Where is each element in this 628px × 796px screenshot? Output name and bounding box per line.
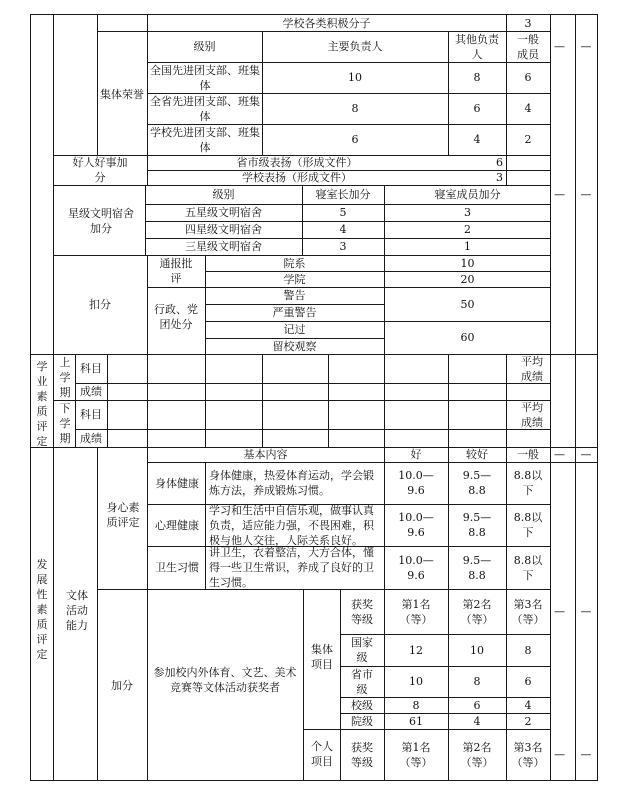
dash-mark: — xyxy=(554,188,565,201)
bonus-description: 参加校内外体育、文艺、美术竞赛等文体活动获奖者 xyxy=(153,666,297,694)
notice-row-value: 10 xyxy=(460,256,475,270)
mental-physical-label: 身心素质评定 xyxy=(106,501,140,529)
collective-row-value: 10 xyxy=(348,71,362,84)
dorm-row-value: 4 xyxy=(339,223,347,236)
subject-label: 科目 xyxy=(80,362,102,375)
average-label: 平均成绩 xyxy=(521,400,543,429)
dash-mark: — xyxy=(554,448,565,461)
col-header-main-leader: 主要负责人 xyxy=(327,40,383,53)
col-header-level: 级别 xyxy=(193,40,216,53)
award-level-header: 获奖等级 xyxy=(351,740,373,769)
group-row-value: 8 xyxy=(412,698,420,712)
col-line xyxy=(340,589,341,781)
score-label: 成绩 xyxy=(80,431,102,445)
dash-mark: — xyxy=(580,40,592,53)
good-header: 好 xyxy=(410,448,422,461)
collective-row-value: 4 xyxy=(473,133,481,146)
item-avg-range: 8.8以下 xyxy=(513,553,543,582)
admin-penalty-row: 留校观察 xyxy=(272,339,317,353)
development-section-label: 发展性素质评定 xyxy=(36,558,48,661)
collective-row-name: 全国先进团支部、班集体 xyxy=(150,63,260,92)
notice-row-name: 院系 xyxy=(283,256,306,270)
col-line xyxy=(205,462,206,589)
dorm-header-level: 级别 xyxy=(212,188,235,201)
group-row-value: 61 xyxy=(409,714,423,728)
good-deeds-label: 好人好事加分 xyxy=(72,156,128,184)
col-header-other-leader: 其他负责人 xyxy=(455,32,499,61)
place-1-header: 第1名（等） xyxy=(399,740,433,769)
row-line xyxy=(75,429,551,430)
dash-mark: — xyxy=(580,448,592,461)
term-2-label: 下学期 xyxy=(59,401,71,445)
collective-row-name: 全省先进团支部、班集体 xyxy=(150,94,260,123)
group-row-value: 4 xyxy=(524,698,532,712)
col-line xyxy=(53,14,54,781)
activist-label: 学校各类积极分子 xyxy=(282,16,371,30)
notice-row-name: 学院 xyxy=(283,272,306,286)
dorm-row-value: 2 xyxy=(464,223,471,236)
admin-penalty-value: 50 xyxy=(460,297,475,311)
activist-value: 3 xyxy=(524,16,532,30)
row-line xyxy=(75,383,551,384)
dorm-row-value: 5 xyxy=(339,206,347,219)
item-good-range: 10.0—9.6 xyxy=(398,553,434,582)
item-name: 身体健康 xyxy=(155,476,199,490)
group-row-value: 2 xyxy=(524,714,532,728)
group-row-name: 国家级 xyxy=(351,636,373,664)
admin-penalty-label: 行政、党团处分 xyxy=(154,303,198,331)
subject-label: 科目 xyxy=(80,408,102,421)
notice-row-value: 20 xyxy=(460,272,475,286)
admin-penalty-value: 60 xyxy=(460,331,475,344)
dash-mark: — xyxy=(554,748,565,761)
dorm-row-name: 三星级文明宿舍 xyxy=(185,240,262,253)
group-row-value: 4 xyxy=(473,714,481,728)
group-project-label: 集体项目 xyxy=(311,643,333,671)
collective-row-value: 6 xyxy=(473,102,481,115)
collective-row-value: 6 xyxy=(351,133,359,146)
item-avg-range: 8.8以下 xyxy=(513,511,543,539)
item-name: 心理健康 xyxy=(155,518,199,532)
dash-mark: — xyxy=(554,605,565,618)
fairly-good-header: 较好 xyxy=(466,448,488,461)
dorm-row-name: 四星级文明宿舍 xyxy=(185,223,262,236)
place-2-header: 第2名（等） xyxy=(460,740,494,769)
section-divider xyxy=(30,354,598,355)
collective-row-name: 学校先进团支部、班集体 xyxy=(150,125,260,154)
sports-art-ability-label: 文体活动能力 xyxy=(66,588,88,632)
dorm-row-value: 3 xyxy=(464,206,471,219)
group-row-value: 6 xyxy=(473,698,481,712)
item-description: 身体健康，热爱体育运动，学会锻炼方法，养成锻炼习惯。 xyxy=(209,469,374,497)
border-left xyxy=(30,14,31,781)
collective-row-value: 8 xyxy=(351,102,359,115)
dorm-row-name: 五星级文明宿舍 xyxy=(185,206,262,219)
group-row-name: 校级 xyxy=(351,698,373,712)
dash-mark: — xyxy=(580,605,592,618)
row-line xyxy=(53,400,551,401)
deduction-label: 扣分 xyxy=(89,298,111,311)
item-description: 学习和生活中自信乐观，做事认真负责，适应能力强，不畏困难，积极与他人交往，人际关系良好。 xyxy=(209,503,374,547)
dorm-header-leader: 寝室长加分 xyxy=(315,188,371,201)
group-row-value: 10 xyxy=(470,643,484,657)
good-deeds-row-value: 6 xyxy=(496,156,503,169)
group-row-value: 6 xyxy=(524,675,532,688)
admin-penalty-row: 警告 xyxy=(283,289,306,302)
border-right xyxy=(597,14,598,781)
col-line xyxy=(97,14,98,155)
dorm-row-value: 1 xyxy=(464,240,471,253)
term-1-label: 上学期 xyxy=(59,355,71,399)
dash-mark: — xyxy=(580,188,592,201)
item-avg-range: 8.8以下 xyxy=(513,469,543,497)
group-row-value: 8 xyxy=(473,675,481,688)
notice-criticism-label: 通报批评 xyxy=(159,257,193,285)
dash-mark: — xyxy=(554,40,565,53)
item-name: 卫生习惯 xyxy=(155,561,199,574)
dash-mark: — xyxy=(580,748,592,761)
group-row-value: 10 xyxy=(409,675,423,688)
item-description: 讲卫生，衣着整洁，大方合体，懂得一些卫生常识，养成了良好的卫生习惯。 xyxy=(209,546,374,589)
item-fair-range: 9.5—8.8 xyxy=(462,553,492,582)
group-row-value: 12 xyxy=(409,643,423,657)
academic-section-label: 学业素质评定 xyxy=(36,360,48,448)
group-row-value: 8 xyxy=(524,643,532,657)
col-line xyxy=(384,447,385,589)
col-line xyxy=(147,447,148,589)
col-line xyxy=(448,447,449,781)
dorm-row-value: 3 xyxy=(339,240,347,253)
item-good-range: 10.0—9.6 xyxy=(398,469,434,497)
average-label: 平均成绩 xyxy=(521,354,543,383)
collective-row-value: 2 xyxy=(524,133,532,146)
collective-row-value: 6 xyxy=(524,71,532,84)
collective-row-value: 8 xyxy=(473,71,481,84)
good-deeds-row-value: 3 xyxy=(496,171,503,184)
good-deeds-row-name: 学校表扬（形成文件） xyxy=(242,171,352,184)
admin-penalty-row: 记过 xyxy=(283,323,306,336)
item-good-range: 10.0—9.6 xyxy=(398,511,434,539)
col-header-member: 一般成员 xyxy=(517,32,539,61)
place-3-header: 第3名（等） xyxy=(511,740,545,769)
place-3-header: 第3名（等） xyxy=(511,597,545,626)
item-fair-range: 9.5—8.8 xyxy=(462,511,492,539)
admin-penalty-row: 严重警告 xyxy=(272,306,317,319)
col-line xyxy=(303,589,304,781)
bonus-label: 加分 xyxy=(111,678,133,692)
good-deeds-row-name: 省市级表扬（形成文件） xyxy=(236,156,358,169)
group-row-name: 院级 xyxy=(351,714,373,728)
personal-project-label: 个人项目 xyxy=(311,740,333,768)
place-1-header: 第1名（等） xyxy=(399,597,433,626)
collective-honor-label: 集体荣誉 xyxy=(100,87,144,101)
collective-row-value: 4 xyxy=(524,102,532,115)
award-level-header: 获奖等级 xyxy=(351,597,373,626)
dorm-header-member: 寝室成员加分 xyxy=(434,188,501,201)
dorm-label: 星级文明宿舍加分 xyxy=(68,207,134,235)
item-fair-range: 9.5—8.8 xyxy=(462,469,492,497)
place-2-header: 第2名（等） xyxy=(460,597,494,626)
col-line xyxy=(575,14,576,781)
col-line xyxy=(147,589,148,781)
score-label: 成绩 xyxy=(80,385,102,398)
col-line xyxy=(147,255,148,355)
col-line xyxy=(506,447,507,781)
basic-content-header: 基本内容 xyxy=(243,448,288,461)
group-row-name: 省市级 xyxy=(351,667,373,696)
average-header: 一般 xyxy=(517,448,539,461)
